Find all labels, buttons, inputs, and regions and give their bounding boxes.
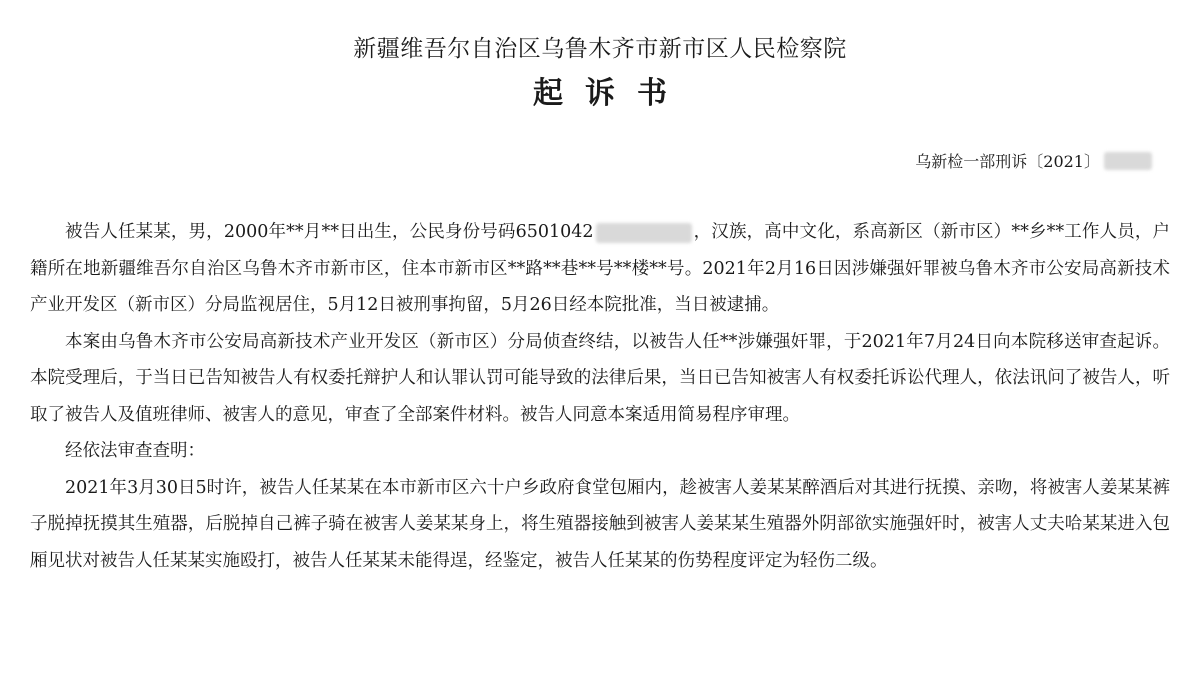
document-title: 起诉书 xyxy=(533,76,689,111)
defendant-info-text-continued: ，汉族，高中文化，系高新区（新市区）**乡**工作人员，户籍所在地新疆维吾尔自治区乌鲁木齐市新市区，住本市新市区**路**巷**号**楼**号。2021年2月16日因涉嫌强奸罪被乌鲁木齐市公安局高新技术产业开发区（新市区）分局监视居住，5月12日被刑事拘留，5月26日经本院批准，当日被逮捕。 xyxy=(30,222,1170,315)
redacted-id-number xyxy=(596,223,692,243)
findings-heading: 经依法审查查明： xyxy=(65,441,205,461)
document-number xyxy=(915,149,1152,172)
redacted-number xyxy=(1104,152,1152,170)
procuratorate-name: 新疆维吾尔自治区乌鲁木齐市新市区人民检察院 xyxy=(353,36,847,62)
case-transfer-paragraph: 本案由乌鲁木齐市公安局高新技术产业开发区（新市区）分局侦查终结，以被告人任**涉嫌强奸罪，于2021年7月24日向本院移送审查起诉。本院受理后，于当日已告知被告人有权委托辩护人和认罪认罚可能导致的法律后果，当日已告知被害人有权委托诉讼代理人，依法讯问了被告人，听取了被告人及值班律师、被害人的意见，审查了全部案件材料。被告人同意本案适用简易程序审理。 xyxy=(30,331,1170,425)
document-number-text: 乌新检一部刑诉〔2021〕 xyxy=(915,152,1100,171)
facts-paragraph: 2021年3月30日5时许，被告人任某某在本市新市区六十户乡政府食堂包厢内，趁被害人姜某某醉酒后对其进行抚摸、亲吻，将被害人姜某某裤子脱掉抚摸其生殖器，后脱掉自己裤子骑在被害人姜某某身上，将生殖器接触到被害人姜某某生殖器外阴部欲实施强奸时，被害人丈夫哈某某进入包厢见状对被告人任某某实施殴打，被告人任某某未能得逞，经鉴定，被告人任某某的伤势程度评定为轻伤二级。 xyxy=(30,477,1170,571)
defendant-paragraph xyxy=(30,214,1170,324)
defendant-info-text: 被告人任某某，男，2000年**月**日出生，公民身份号码6501042 xyxy=(65,222,594,242)
document-body xyxy=(30,214,1170,579)
